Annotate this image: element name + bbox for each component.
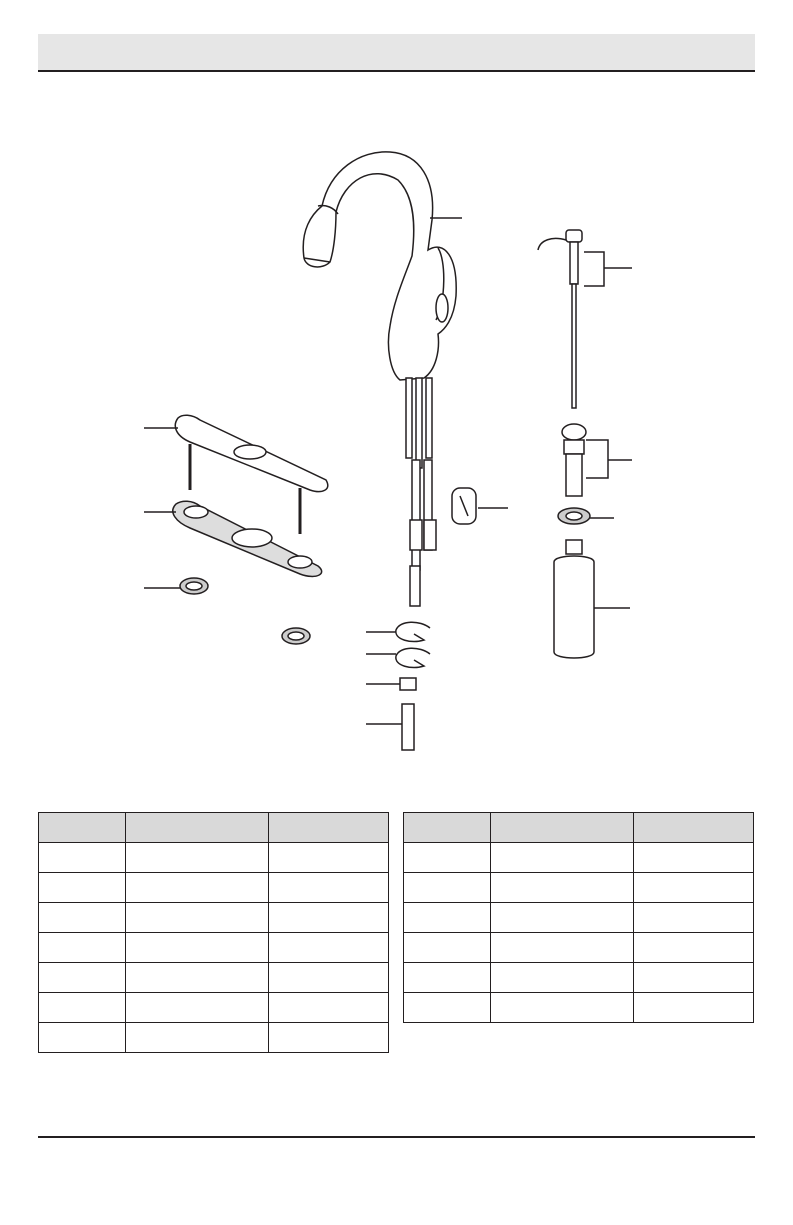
table-cell [404,843,491,873]
deck-gasket-icon [144,501,322,576]
table-cell [126,873,269,903]
table-cell [269,1023,389,1053]
mounting-nut-icon [558,508,614,524]
table-cell [634,993,754,1023]
table-cell [404,963,491,993]
column-header [491,813,634,843]
shank-icon [366,704,414,750]
table-cell [404,993,491,1023]
table-row [404,903,754,933]
horseshoe-washer-icon [366,622,430,667]
table-header-row [404,813,754,843]
table-row [39,873,389,903]
table-cell [269,873,389,903]
table-cell [634,903,754,933]
table-row [404,963,754,993]
table-cell [491,993,634,1023]
table-cell [269,993,389,1023]
footer-rule [38,1136,755,1138]
table-cell [39,1023,126,1053]
table-cell [126,933,269,963]
column-header [634,813,754,843]
table-header-row [39,813,389,843]
table-cell [126,903,269,933]
table-cell [126,963,269,993]
table-cell [39,903,126,933]
parts-table-right [403,812,754,1023]
spray-weight-icon [452,488,508,524]
soap-bottle-icon [554,540,630,658]
table-row [404,993,754,1023]
hex-nut-icon [366,678,416,690]
table-cell [126,1023,269,1053]
column-header [39,813,126,843]
table-row [404,933,754,963]
parts-table-left [38,812,389,1053]
soap-holder-icon [562,424,632,496]
table-cell [634,843,754,873]
table-row [39,1023,389,1053]
table-cell [491,963,634,993]
table-cell [404,903,491,933]
table-row [39,903,389,933]
table-cell [39,933,126,963]
table-cell [491,933,634,963]
table-cell [634,933,754,963]
table-cell [39,993,126,1023]
table-cell [634,963,754,993]
soap-pump-icon [538,230,632,408]
table-cell [269,903,389,933]
table-cell [126,843,269,873]
header-bar [38,34,755,72]
table-cell [39,963,126,993]
hole-cover-icon [144,578,310,644]
table-cell [269,963,389,993]
table-cell [126,993,269,1023]
table-cell [269,933,389,963]
table-row [39,993,389,1023]
table-cell [269,843,389,873]
table-cell [404,933,491,963]
table-cell [491,903,634,933]
table-cell [39,873,126,903]
column-header [126,813,269,843]
table-cell [39,843,126,873]
deck-plate-icon [144,415,328,534]
column-header [269,813,389,843]
faucet-icon [303,152,462,606]
table-cell [491,873,634,903]
table-row [39,933,389,963]
table-row [39,963,389,993]
table-row [39,843,389,873]
table-row [404,843,754,873]
column-header [404,813,491,843]
parts-diagram [0,100,793,780]
table-cell [404,873,491,903]
table-row [404,873,754,903]
table-cell [491,843,634,873]
table-cell [634,873,754,903]
